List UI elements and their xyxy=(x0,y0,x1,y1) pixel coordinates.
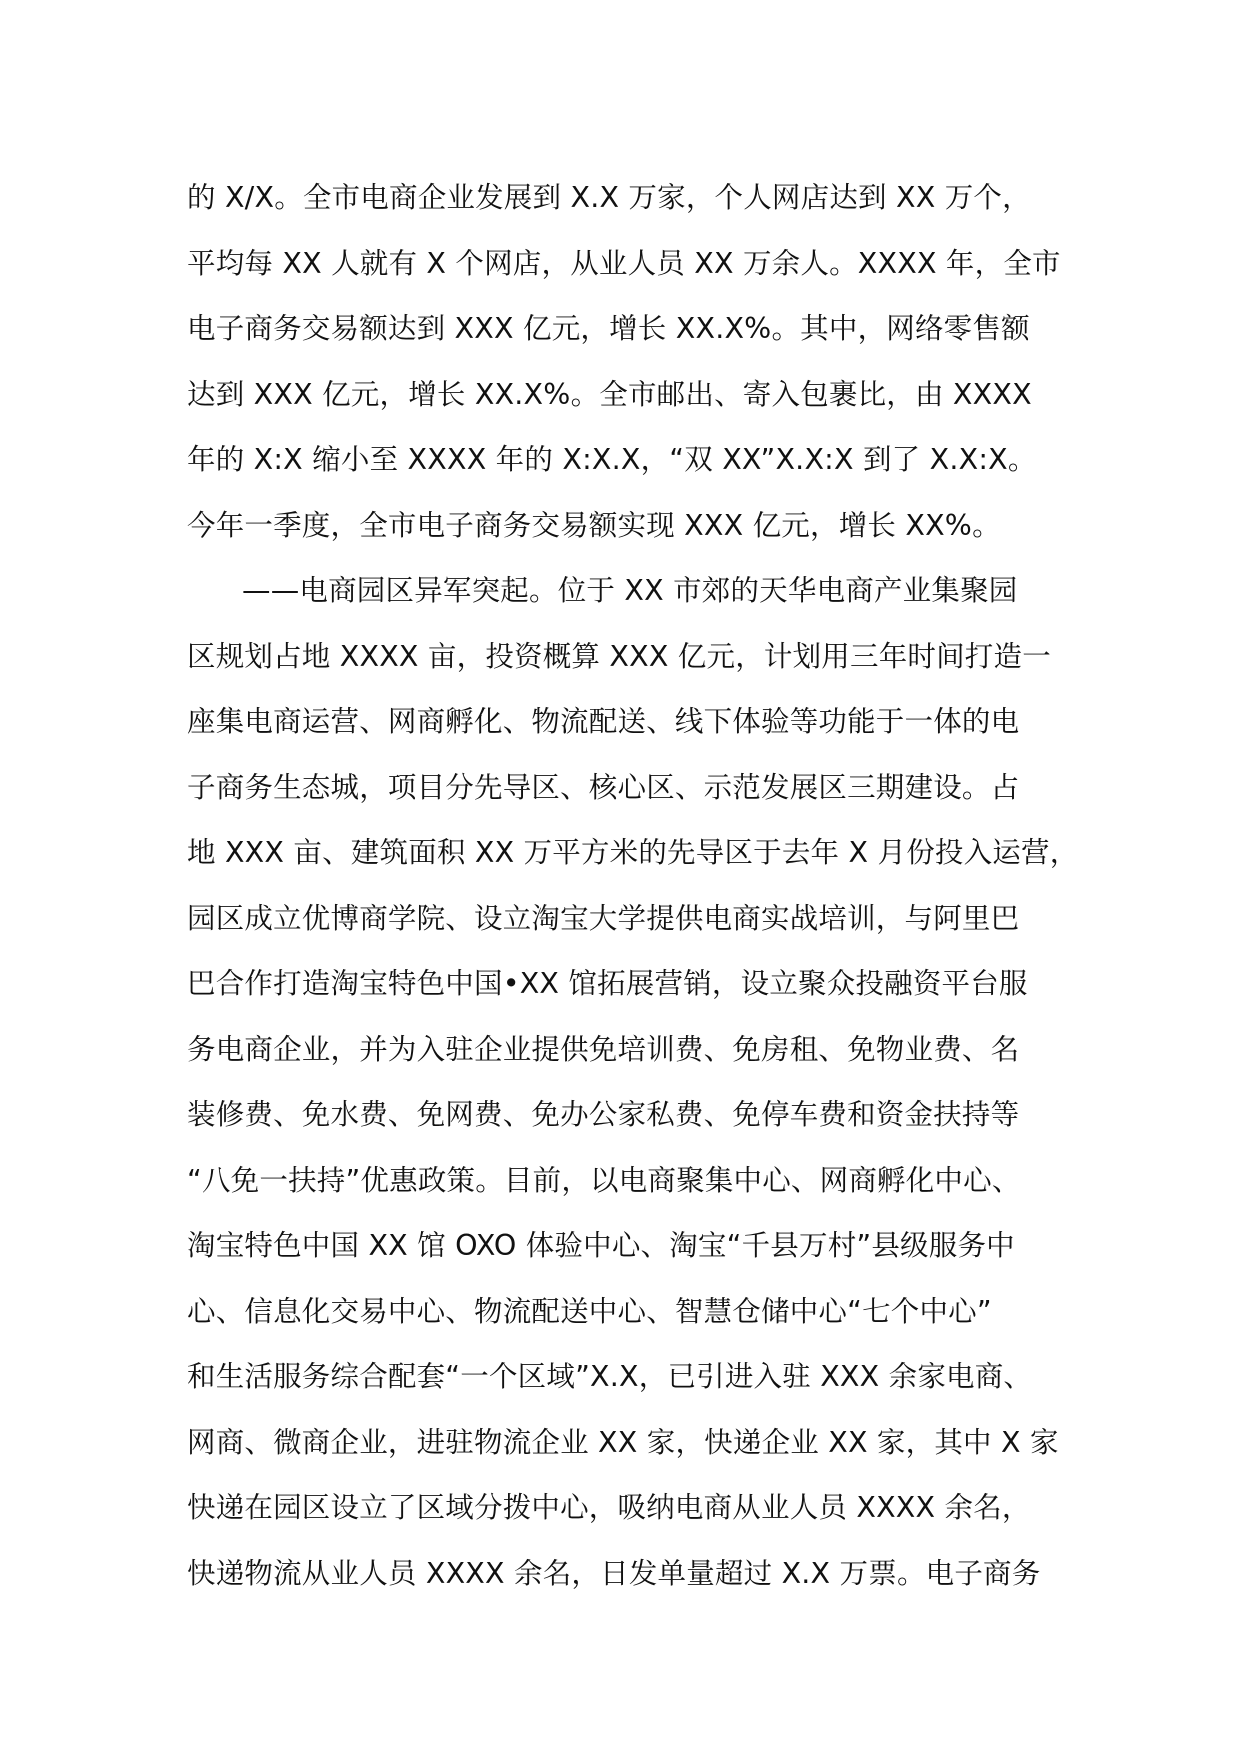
text-line: 园区成立优博商学院、设立淘宝大学提供电商实战培训，与阿里巴 xyxy=(187,901,1020,935)
text-line: “八免一扶持”优惠政策。目前，以电商聚集中心、网商孵化中心、 xyxy=(187,1163,1021,1197)
text-line: 和生活服务综合配套“一个区域”X.X，已引进入驻 XXX 余家电商、 xyxy=(187,1360,1033,1393)
text-line: 淘宝特色中国 XX 馆 OXO 体验中心、淘宝“千县万村”县级服务中 xyxy=(187,1229,1015,1262)
text-line: 电子商务交易额达到 XXX 亿元，增长 XX.X%。其中，网络零售额 xyxy=(187,312,1030,345)
text-line: 装修费、免水费、免网费、免办公家私费、免停车费和资金扶持等 xyxy=(187,1098,1020,1131)
text-line: 今年一季度，全市电子商务交易额实现 XXX 亿元，增长 XX%。 xyxy=(187,508,1001,542)
text-line: 巴合作打造淘宝特色中国•XX 馆拓展营销，设立聚众投融资平台服 xyxy=(187,967,1028,1000)
text-line: 快递物流从业人员 XXXX 余名，日发单量超过 X.X 万票。电子商务 xyxy=(187,1556,1041,1590)
body-text xyxy=(187,165,1077,1606)
text-line: 达到 XXX 亿元，增长 XX.X%。全市邮出、寄入包裹比，由 XXXX xyxy=(187,377,1032,411)
text-line: 的 X/X。全市电商企业发展到 X.X 万家，个人网店达到 XX 万个， xyxy=(187,181,1031,214)
text-line: 网商、微商企业，进驻物流企业 XX 家，快递企业 XX 家，其中 X 家 xyxy=(187,1425,1059,1459)
text-line: 年的 X:X 缩小至 XXXX 年的 X:X.X，“双 XX”X.X:X 到了 X.X:X。 xyxy=(187,443,1037,476)
text-line: 务电商企业，并为入驻企业提供免培训费、免房租、免物业费、名 xyxy=(187,1032,1020,1066)
text-line: 快递在园区设立了区域分拨中心，吸纳电商从业人员 XXXX 余名， xyxy=(187,1491,1031,1524)
paragraph-start-line: ——电商园区异军突起。位于 XX 市郊的天华电商产业集聚园 xyxy=(242,574,1018,607)
text-line: 心、信息化交易中心、物流配送中心、智慧仓储中心“七个中心” xyxy=(187,1294,992,1328)
text-line: 平均每 XX 人就有 X 个网店，从业人员 XX 万余人。XXXX 年，全市 xyxy=(187,246,1061,280)
text-line: 子商务生态城，项目分先导区、核心区、示范发展区三期建设。占 xyxy=(187,770,1020,804)
text-line: 地 XXX 亩、建筑面积 XX 万平方米的先导区于去年 X 月份投入运营， xyxy=(187,836,1079,869)
text-line: 区规划占地 XXXX 亩，投资概算 XXX 亿元，计划用三年时间打造一 xyxy=(187,639,1051,673)
text-line: 座集电商运营、网商孵化、物流配送、线下体验等功能于一体的电 xyxy=(187,705,1020,738)
